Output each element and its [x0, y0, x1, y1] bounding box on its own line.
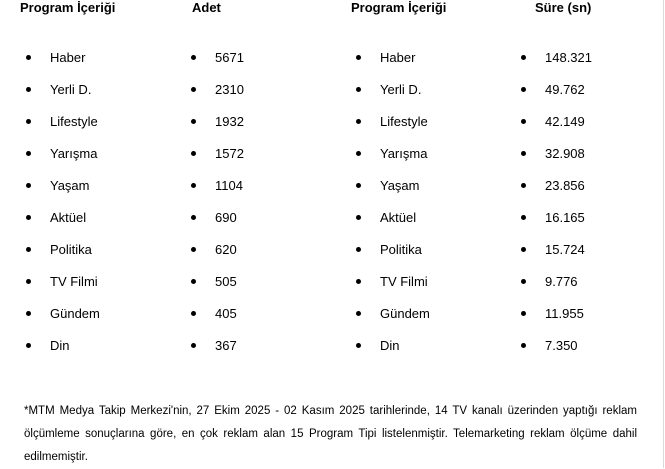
bullet-icon: [356, 151, 361, 156]
bullet-icon: [26, 343, 31, 348]
bullet-icon: [26, 183, 31, 188]
count-value-item-text: 620: [215, 242, 237, 257]
content-type-item-text: Gündem: [380, 306, 430, 321]
content-type-item-text: TV Filmi: [380, 274, 428, 289]
duration-value-item-text: 11.955: [545, 306, 584, 321]
bullet-icon: [521, 55, 526, 60]
content-type-item-text: Yerli D.: [50, 82, 92, 97]
content-type-item-text: Haber: [380, 50, 416, 65]
header-duration: Süre (sn): [535, 0, 592, 15]
bullet-icon: [356, 247, 361, 252]
content-type-item-text: Yaşam: [380, 178, 420, 193]
count-value-item-text: 405: [215, 306, 237, 321]
content-type-item-text: Lifestyle: [380, 114, 428, 129]
count-value-item-text: 690: [215, 210, 237, 225]
bullet-icon: [191, 311, 196, 316]
duration-value-item-text: 148.321: [545, 50, 592, 65]
content-type-item-text: Aktüel: [380, 210, 417, 225]
header-count: Adet: [192, 0, 221, 15]
bullet-icon: [191, 55, 196, 60]
duration-value-item-text: 9.776: [545, 274, 578, 289]
content-type-item-text: Gündem: [50, 306, 100, 321]
bullet-icon: [356, 119, 361, 124]
count-value-item-text: 5671: [215, 50, 244, 65]
bullet-icon: [26, 87, 31, 92]
bullet-icon: [26, 279, 31, 284]
content-type-item-text: Yaşam: [50, 178, 90, 193]
bullet-icon: [191, 183, 196, 188]
bullet-icon: [521, 311, 526, 316]
bullet-icon: [191, 247, 196, 252]
duration-value-item-text: 42.149: [545, 114, 585, 129]
content-type-item-text: Yerli D.: [380, 82, 422, 97]
count-value-item-text: 1104: [215, 178, 243, 193]
bullet-icon: [356, 311, 361, 316]
bullet-icon: [521, 247, 526, 252]
bullet-icon: [521, 279, 526, 284]
content-type-item-text: Yarışma: [50, 146, 98, 161]
bullet-icon: [26, 55, 31, 60]
content-type-item-text: Lifestyle: [50, 114, 98, 129]
bullet-icon: [521, 151, 526, 156]
duration-value-item-text: 15.724: [545, 242, 585, 257]
bullet-icon: [26, 311, 31, 316]
bullet-icon: [191, 151, 196, 156]
bullet-icon: [191, 87, 196, 92]
content-type-item-text: Politika: [50, 242, 92, 257]
bullet-icon: [356, 279, 361, 284]
bullet-icon: [356, 343, 361, 348]
header-program-content-duration: Program İçeriği: [351, 0, 447, 15]
bullet-icon: [356, 87, 361, 92]
bullet-icon: [356, 183, 361, 188]
content-type-item-text: Yarışma: [380, 146, 428, 161]
content-type-item-text: TV Filmi: [50, 274, 98, 289]
count-value-item-text: 367: [215, 338, 237, 353]
content-type-item-text: Aktüel: [50, 210, 87, 225]
duration-value-item-text: 16.165: [545, 210, 585, 225]
bullet-icon: [26, 215, 31, 220]
header-program-content-count: Program İçeriği: [20, 0, 116, 15]
bullet-icon: [191, 279, 196, 284]
bullet-icon: [191, 343, 196, 348]
footnote: *MTM Medya Takip Merkezi'nin, 27 Ekim 2025 - 02 Kasım 2025 tarihlerinde, 14 TV kanalı üzerinden yaptığı reklam ölçümleme sonuçlarına göre, en çok reklam alan 15 Program Tipi listelenmiştir. Telemarketing reklam ölçüme dahil edilmemiştir.: [24, 405, 637, 463]
content-type-item-text: Haber: [50, 50, 86, 65]
count-value-item-text: 1572: [215, 146, 244, 161]
count-value-item-text: 505: [215, 274, 237, 289]
content-type-item-text: Din: [380, 338, 400, 353]
bullet-icon: [26, 119, 31, 124]
count-value-item-text: 2310: [215, 82, 244, 97]
bullet-icon: [521, 215, 526, 220]
duration-value-item-text: 7.350: [545, 338, 578, 353]
bullet-icon: [191, 119, 196, 124]
bullet-icon: [521, 119, 526, 124]
bullet-icon: [356, 55, 361, 60]
bullet-icon: [356, 215, 361, 220]
bullet-icon: [521, 343, 526, 348]
content-type-item-text: Politika: [380, 242, 422, 257]
bullet-icon: [521, 183, 526, 188]
duration-value-item-text: 32.908: [545, 146, 585, 161]
bullet-icon: [521, 87, 526, 92]
bullet-icon: [26, 151, 31, 156]
content-type-item-text: Din: [50, 338, 70, 353]
bullet-icon: [191, 215, 196, 220]
bullet-icon: [26, 247, 31, 252]
count-value-item-text: 1932: [215, 114, 244, 129]
duration-value-item-text: 49.762: [545, 82, 585, 97]
duration-value-item-text: 23.856: [545, 178, 585, 193]
